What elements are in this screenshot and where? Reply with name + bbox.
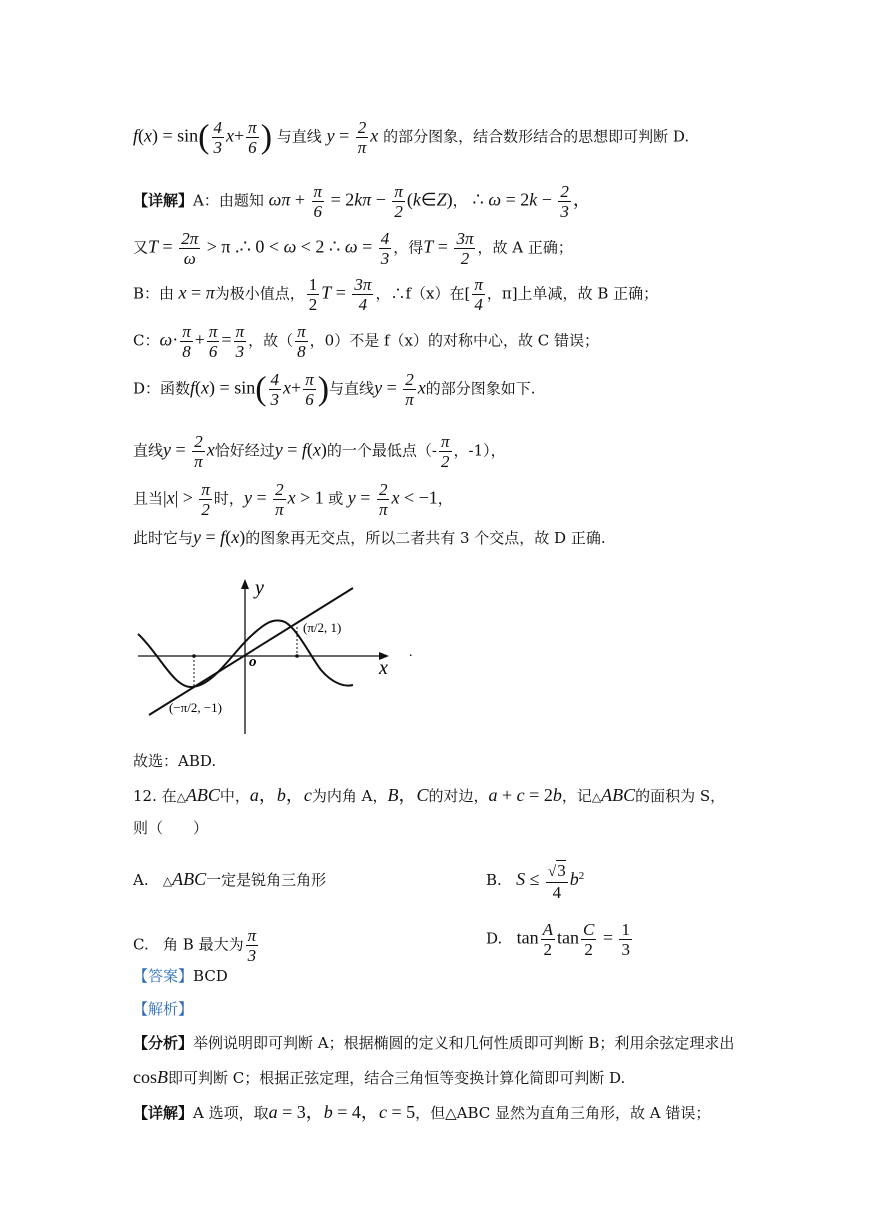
line-9: 此时它与y = f(x)的图象再无交点，所以二者共有 3 个交点，故 D 正确. (133, 527, 606, 547)
dot-left (192, 654, 196, 658)
text: 一定是锐角三角形 (206, 871, 327, 889)
text: 的面积为 S， (635, 787, 726, 805)
text: 直线 (133, 441, 164, 460)
text: 恰好经过 (214, 441, 275, 460)
text: 时， (213, 489, 244, 508)
origin-label: o (249, 654, 257, 670)
answer-selection: 故选：ABD. (133, 752, 217, 770)
text: 此时它与 (133, 529, 194, 547)
text: ，π]上单减，故 B 正确； (486, 284, 659, 303)
section-tag: 【详解】 (133, 191, 194, 210)
text: 又 (133, 238, 149, 257)
option-label: A. (133, 871, 149, 889)
option-b: B. S ≤ $\frac{√3}{4}$ $b^2$ (486, 861, 585, 902)
text: 的一个最低点（- (326, 441, 437, 460)
text: A 选项，取 (193, 1104, 269, 1122)
answer-tag: 【答案】 (133, 967, 194, 985)
text: 与直线 (276, 127, 322, 146)
detail-line: 【详解】A 选项，取a = 3，b = 4，c = 5，但△ABC 显然为直角三角形，故 A 错误； (133, 1102, 711, 1122)
line-1: f(x) = sin( $\frac{4}{3}$ x+ $\frac{\pi}{6}$ ) 与直线 y = $\frac{2}{\pi}$ x 的部分图象，结合数形结合的思想即可判断 D. (133, 118, 690, 157)
text: 12. 在 (133, 787, 177, 805)
text: 角 B 最大为 (163, 935, 244, 954)
line-3: 又T = $\frac{2\pi}{\omega}$ > π .∴ 0 < ω < 2 ∴ ω = $\frac{4}{3}$ ，得T = $\frac{3\pi}{2}$ ，故 A 正确； (133, 229, 573, 268)
text: ，∴f（x）在[ (375, 284, 471, 303)
y-axis-arrow (241, 579, 249, 589)
option-d: D. tan $\frac{A}{2}$ tan $\frac{C}{2}$ = $\frac{1}{3}$ (486, 920, 630, 959)
text: A：由题知 (193, 191, 264, 210)
line-2: 【详解】A：由题知 ωπ + $\frac{\pi}{6}$ = 2kπ − $\frac{\pi}{2}$ (k∈Z)， ∴ ω = 2k − $\frac{2}{3}$ ， (133, 182, 591, 221)
answer-value: BCD (193, 967, 228, 985)
text: 举例说明即可判断 A；根据椭圆的定义和几何性质即可判断 B；利用余弦定理求出 (193, 1034, 735, 1052)
text: 为极小值点， (214, 284, 305, 303)
line-5: C：ω· $\frac{\pi}{8}$ + $\frac{\pi}{6}$ = $\frac{\pi}{3}$ ，故（ $\frac{\pi}{8}$ ，0）不是 f（x）的对称中心，故 C 错误； (133, 322, 599, 361)
text: 且当 (133, 489, 164, 508)
option-label: D. (486, 929, 503, 948)
option-a: A. △ABC一定是锐角三角形 (133, 869, 327, 889)
option-c: C. 角 B 最大为 $\frac{\pi}{3}$ (133, 926, 257, 965)
text: ，故（ (248, 331, 294, 350)
analysis-tag (133, 998, 193, 1020)
text: B：由 (133, 284, 175, 303)
line-8: 且当|x| > $\frac{\pi}{2}$ 时，y = $\frac{2}{\pi}$ x > 1 或 y = $\frac{2}{\pi}$ x < −1， (133, 480, 453, 519)
text: 与直线 (329, 379, 375, 398)
text: 的部分图象，结合数形结合的思想即可判断 D. (383, 127, 690, 146)
text: ，记 (561, 787, 592, 805)
option-label: C. (133, 935, 149, 954)
analysis-tag-text: 【解析】 (133, 1000, 194, 1018)
option-label: B. (486, 871, 502, 889)
text: 为内角 A， (311, 787, 388, 805)
period: . (409, 645, 413, 660)
text: ，但△ABC 显然为直角三角形，故 A 错误； (415, 1104, 711, 1122)
text: D：函数 (133, 379, 191, 398)
text: 或 (328, 489, 344, 508)
text: ，0）不是 f（x）的对称中心，故 C 错误； (309, 331, 599, 350)
text: ，得 (393, 238, 424, 257)
point-label-left: (−π/2, −1) (169, 700, 222, 715)
text: 的部分图象如下. (425, 379, 536, 398)
dot-right (295, 654, 299, 658)
text: 的图象再无交点，所以二者共有 3 个交点，故 D 正确. (245, 529, 606, 547)
line-6: D：函数f(x) = sin( $\frac{4}{3}$ x+ $\frac{\pi}{6}$ )与直线y = $\frac{2}{\pi}$ x的部分图象如下. (133, 370, 536, 409)
text: 中， (219, 787, 250, 805)
x-axis-label: x (379, 657, 388, 679)
analysis-line-2: cosB即可判断 C；根据正弦定理，结合三角恒等变换计算化简即可判断 D. (133, 1067, 626, 1087)
text: 的对边， (428, 787, 489, 805)
text: ，故 A 正确； (477, 238, 573, 257)
text: ， (452, 191, 468, 210)
text: C： (133, 331, 160, 350)
text: ，-1）， (453, 441, 506, 460)
text: 即可判断 C；根据正弦定理，结合三角恒等变换计算化简即可判断 D. (168, 1069, 626, 1087)
question-12-tail: 则（ ） (133, 819, 209, 837)
answer-line (133, 965, 228, 987)
analysis-line-1 (133, 1032, 734, 1054)
line-y-2x-over-pi (149, 588, 353, 715)
y-axis-label: y (255, 577, 264, 599)
point-label-right: (π/2, 1) (303, 620, 342, 635)
function-graph (133, 572, 423, 738)
line-7: 直线y = $\frac{2}{\pi}$ x恰好经过y = f(x)的一个最低点（- $\frac{\pi}{2}$ ，-1）， (133, 432, 506, 471)
section-tag: 【分析】 (133, 1034, 194, 1052)
section-tag: 【详解】 (133, 1104, 194, 1122)
text: ， (437, 489, 453, 508)
line-4: B：由 x = π为极小值点， $\frac{1}{2}$ T = $\frac{3\pi}{4}$ ，∴f（x）在[ $\frac{\pi}{4}$ ，π]上单减，故 B 正确； (133, 275, 659, 314)
question-12: 12. 在△ABC中，a，b，c为内角 A，B，C的对边，a + c = 2b，记△ABC的面积为 S， (133, 785, 726, 805)
